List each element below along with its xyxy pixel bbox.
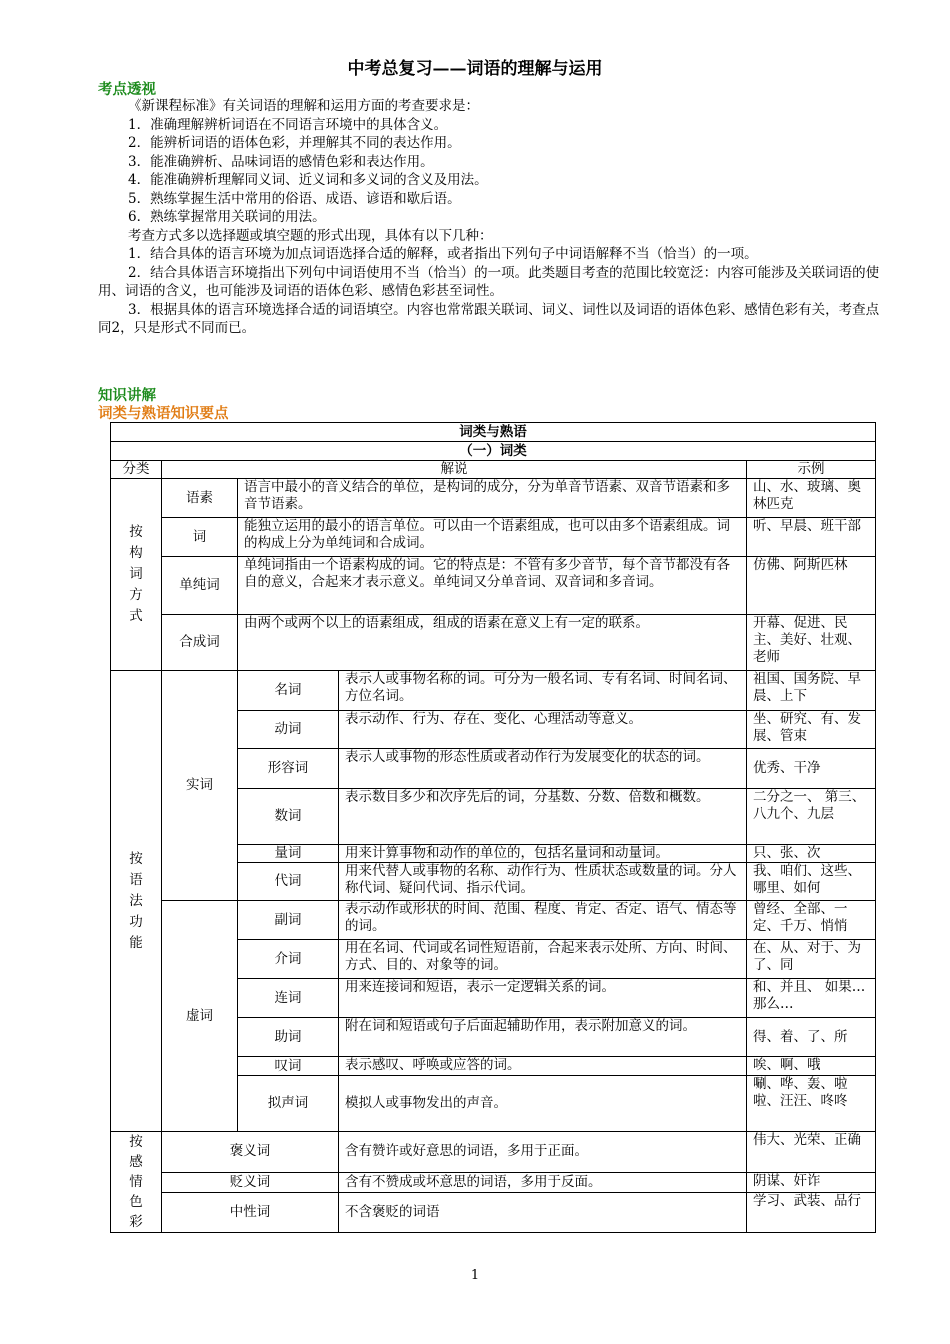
section-heading-zhishi: 知识讲解	[98, 388, 156, 404]
term-examples: 二分之一、 第三、八九个、九层	[747, 789, 876, 845]
term-desc: 能独立运用的最小的语言单位。可以由一个语素组成，也可以由多个语素组成。词的构成上分为单纯词和合成词。	[238, 518, 747, 557]
section-heading-cilei: 词类与熟语知识要点	[98, 406, 229, 422]
term-desc: 用来连接词和短语，表示一定逻辑关系的词。	[339, 979, 747, 1018]
table-subcaption: （一）词类	[111, 442, 876, 461]
term-examples: 和、并且、 如果…那么…	[747, 979, 876, 1018]
requirement-item: 2．能辨析词语的语体色彩，并理解其不同的表达作用。	[128, 135, 461, 151]
term-desc: 附在词和短语或句子后面起辅助作用，表示附加意义的词。	[339, 1018, 747, 1057]
table-row	[111, 557, 876, 615]
table-header-row	[111, 461, 876, 479]
table-subcaption-row	[111, 442, 876, 461]
term-name: 动词	[238, 711, 339, 749]
term-examples: 唰、哗、轰、啦啦、汪汪、咚咚	[747, 1076, 876, 1132]
requirement-item: 4．能准确辨析理解同义词、近义词和多义词的含义及用法。	[128, 172, 488, 188]
header-category: 分类	[111, 461, 162, 479]
term-name: 合成词	[162, 615, 238, 671]
mode-item: 3．根据具体的语言环境选择合适的词语填空。内容也常常跟关联词、词义、词性以及词语的语体色彩、感情色彩有关，考查点同2，只是形式不同而已。	[98, 301, 880, 336]
group-label-emotion: 按感情色彩	[111, 1132, 162, 1233]
group-label-structure: 按构词方式	[111, 479, 162, 671]
header-examples: 示例	[747, 461, 876, 479]
term-name: 中性词	[162, 1193, 339, 1233]
term-name: 量词	[238, 845, 339, 863]
intro-block	[98, 97, 888, 338]
term-examples: 听、早晨、班干部	[747, 518, 876, 557]
page-number: 1	[470, 1268, 480, 1283]
term-desc: 表示动作或形状的时间、范围、程度、肯定、否定、语气、情态等的词。	[339, 901, 747, 940]
table-caption-row	[111, 423, 876, 442]
table-row	[111, 518, 876, 557]
term-desc: 表示人或事物名称的词。可分为一般名词、专有名词、时间名词、方位名词。	[339, 671, 747, 711]
subgroup-label-content-words: 实词	[162, 671, 238, 901]
term-name: 语素	[162, 479, 238, 518]
table-row	[111, 671, 876, 711]
term-examples: 阴谋、奸诈	[747, 1172, 876, 1192]
term-desc: 表示数目多少和次序先后的词，分基数、分数、倍数和概数。	[339, 789, 747, 845]
requirement-item: 1．准确理解辨析词语在不同语言环境中的具体含义。	[128, 116, 448, 133]
table-row	[111, 1172, 876, 1192]
group-label-grammar: 按语法功能	[111, 671, 162, 1132]
requirement-item: 6．熟练掌握常用关联词的用法。	[128, 209, 326, 225]
term-examples: 山、水、玻璃、奥林匹克	[747, 479, 876, 518]
requirement-item: 3．能准确辨析、品味词语的感情色彩和表达作用。	[128, 153, 434, 170]
term-name: 词	[162, 518, 238, 557]
term-desc: 语言中最小的音义结合的单位，是构词的成分，分为单音节语素、双音节语素和多音节语素。	[238, 479, 747, 518]
mode-item: 2．结合具体语言环境指出下列句中词语使用不当（恰当）的一项。此类题目考查的范围比较宽泛：内容可能涉及关联词语的使用、词语的含义，也可能涉及词语的语体色彩、感情色彩甚至词性。	[98, 264, 880, 299]
term-examples: 得、着、了、所	[747, 1018, 876, 1057]
term-examples: 祖国、国务院、早晨、上下	[747, 671, 876, 711]
term-name: 名词	[238, 671, 339, 711]
term-name: 形容词	[238, 749, 339, 789]
term-examples: 坐、研究、有、发展、管束	[747, 711, 876, 749]
term-desc: 单纯词指由一个语素构成的词。它的特点是：不管有多少音节，每个音节都没有各自的意义，合起来才表示意义。单纯词又分单音词、双音词和多音词。	[238, 557, 747, 615]
term-desc: 用在名词、代词或名词性短语前，合起来表示处所、方向、时间、方式、目的、对象等的词。	[339, 940, 747, 979]
term-name: 叹词	[238, 1057, 339, 1076]
table-caption: 词类与熟语	[111, 423, 876, 442]
intro-lead: 《新课程标准》有关词语的理解和运用方面的考查要求是：	[128, 98, 479, 114]
term-name: 褒义词	[162, 1132, 339, 1173]
word-class-table	[110, 422, 876, 1233]
mode-item: 1．结合具体的语言环境为加点词语选择合适的解释，或者指出下列句子中词语解释不当（恰当）的一项。	[128, 246, 758, 262]
term-name: 贬义词	[162, 1172, 339, 1192]
header-explanation: 解说	[162, 461, 747, 479]
requirement-item: 5．熟练掌握生活中常用的俗语、成语、谚语和歇后语。	[128, 190, 461, 207]
term-name: 连词	[238, 979, 339, 1018]
term-desc: 由两个或两个以上的语素组成，组成的语素在意义上有一定的联系。	[238, 615, 747, 671]
term-examples: 学习、武装、品行	[747, 1193, 876, 1233]
term-desc: 表示动作、行为、存在、变化、心理活动等意义。	[339, 711, 747, 749]
term-desc: 用来计算事物和动作的单位的，包括名量词和动量词。	[339, 845, 747, 863]
term-desc: 不含褒贬的词语	[339, 1193, 747, 1233]
term-name: 单纯词	[162, 557, 238, 615]
term-name: 介词	[238, 940, 339, 979]
table-row	[111, 1193, 876, 1233]
term-examples: 只、张、次	[747, 845, 876, 863]
term-name: 拟声词	[238, 1076, 339, 1132]
term-examples: 优秀、干净	[747, 749, 876, 789]
term-desc: 用来代替人或事物的名称、动作行为、性质状态或数量的词。分人称代词、疑问代词、指示代词。	[339, 863, 747, 901]
term-examples: 在、从、对于、为了、同	[747, 940, 876, 979]
term-examples: 仿佛、阿斯匹林	[747, 557, 876, 615]
table-row	[111, 1132, 876, 1173]
term-examples: 开幕、促进、民主、美好、壮观、老师	[747, 615, 876, 671]
term-desc: 表示人或事物的形态性质或者动作行为发展变化的状态的词。	[339, 749, 747, 789]
page-title: 中考总复习——词语的理解与运用	[347, 59, 603, 79]
mode-lead: 考查方式多以选择题或填空题的形式出现，具体有以下几种：	[128, 227, 493, 244]
term-examples: 伟大、光荣、正确	[747, 1132, 876, 1173]
section-heading-kaodian: 考点透视	[98, 82, 156, 98]
term-name: 副词	[238, 901, 339, 940]
table-row	[111, 479, 876, 518]
table-row	[111, 615, 876, 671]
term-desc: 表示感叹、呼唤或应答的词。	[339, 1057, 747, 1076]
term-name: 数词	[238, 789, 339, 845]
term-examples: 我、咱们、这些、哪里、如何	[747, 863, 876, 901]
term-examples: 曾经、全部、一定、千万、悄悄	[747, 901, 876, 940]
term-examples: 唉、啊、哦	[747, 1057, 876, 1076]
term-name: 代词	[238, 863, 339, 901]
term-desc: 模拟人或事物发出的声音。	[339, 1076, 747, 1132]
table-row	[111, 901, 876, 940]
term-name: 助词	[238, 1018, 339, 1057]
term-desc: 含有不赞成或坏意思的词语，多用于反面。	[339, 1172, 747, 1192]
subgroup-label-function-words: 虚词	[162, 901, 238, 1132]
term-desc: 含有赞许或好意思的词语，多用于正面。	[339, 1132, 747, 1173]
